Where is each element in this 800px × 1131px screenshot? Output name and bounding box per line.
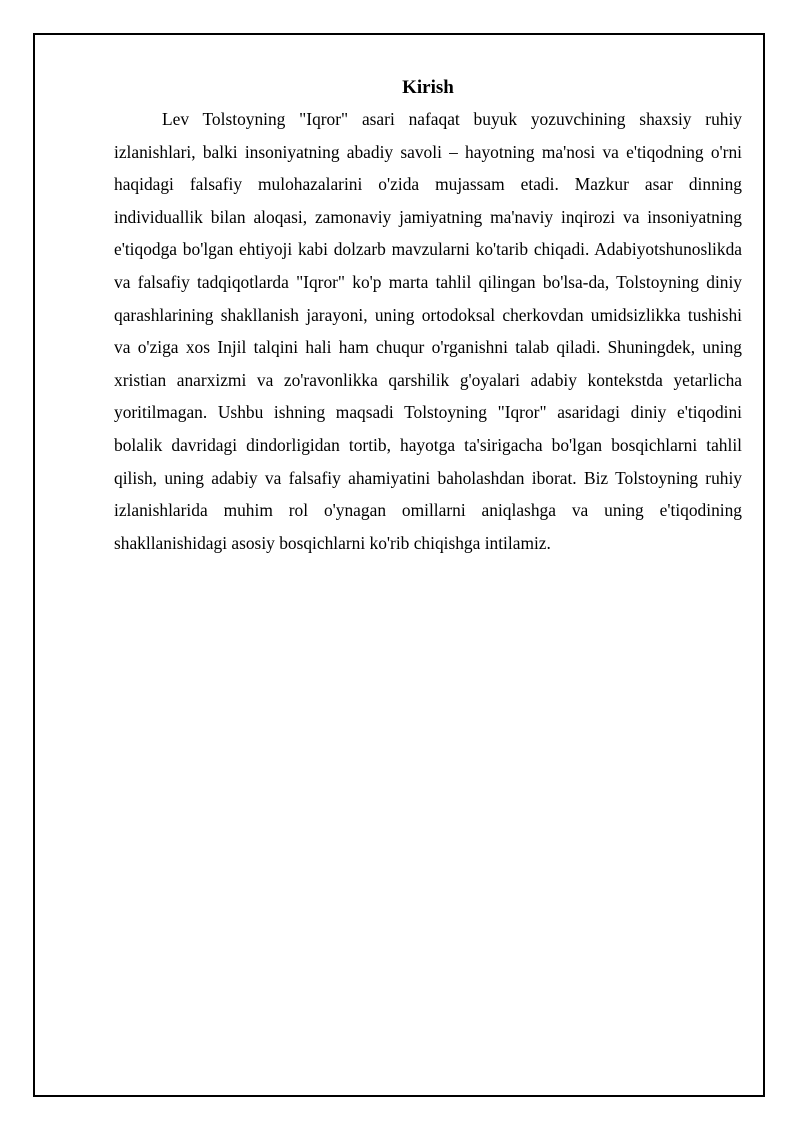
document-body (114, 74, 742, 559)
section-title: Kirish (402, 77, 454, 98)
body-paragraph: Lev Tolstoyning "Iqror" asari nafaqat buyuk yozuvchining shaxsiy ruhiy izlanishlari, balki insoniyatning abadiy savoli – hayotning ma'nosi va e'tiqodning o'rni haqidagi falsafiy mulohazalarini o'zida mujassam etadi. Mazkur asar dinning individuallik bilan aloqasi, zamonaviy jamiyatning ma'naviy inqirozi va insoniyatning e'tiqodga bo'lgan ehtiyoji kabi dolzarb mavzularni ko'tarib chiqadi. Adabiyotshunoslikda va falsafiy tadqiqotlarda "Iqror" ko'p marta tahlil qilingan bo'lsa-da, Tolstoyning diniy qarashlarining shakllanish jarayoni, uning ortodoksal cherkovdan umidsizlikka tushishi va o'ziga xos Injil talqini hali ham chuqur o'rganishni talab qiladi. Shuningdek, uning xristian anarxizmi va zo'ravonlikka qarshilik g'oyalari adabiy kontekstda yetarlicha yoritilmagan. Ushbu ishning maqsadi Tolstoyning "Iqror" asaridagi diniy e'tiqodini bolalik davridagi dindorligidan tortib, hayotga ta'sirigacha bo'lgan bosqichlarni tahlil qilish, uning adabiy va falsafiy ahamiyatini baholashdan iborat. Biz Tolstoyning ruhiy izlanishlarida muhim rol o'ynagan omillarni aniqlashga va uning e'tiqodining shakllanishidagi asosiy bosqichlarni ko'rib chiqishga intilamiz. (114, 109, 742, 553)
